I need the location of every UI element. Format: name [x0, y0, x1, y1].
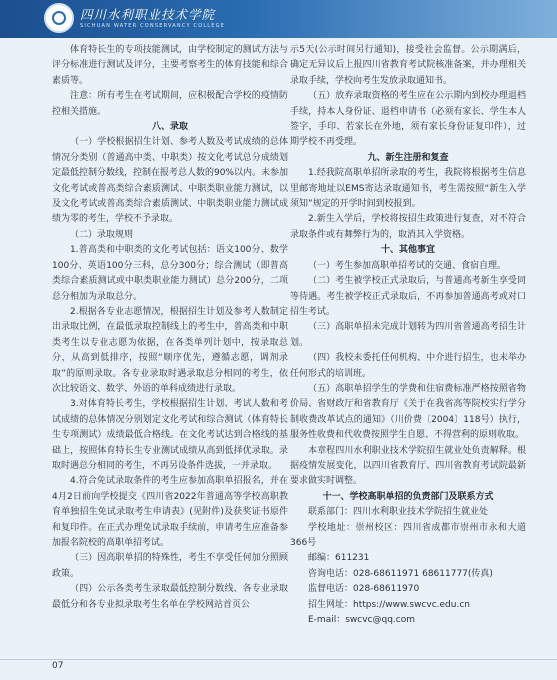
paragraph: 3.对体育特长考生，学校根据招生计划、考试人数和考试成绩的总体情况分别划定文化考试和综合测试（体育特长生专项测试）成绩最低合格线。在文化考试达到合格线的基础上，按照体育特长生专业测试成绩从高到低择优录取。录取时遇总分相同的考生，不再另设条件选拔，一并录取。	[52, 399, 288, 471]
contact-website-link[interactable]: 招生网址：https://www.swcvc.edu.cn	[308, 599, 470, 610]
contact-address: 学校地址：崇州校区：四川省成都市崇州市永和大道366号	[290, 522, 526, 548]
paragraph: 注意：所有考生在考试期间，应积极配合学校的疫情防控相关措施。	[52, 91, 288, 117]
section-heading-registration: 九、新生注册和复查	[367, 152, 449, 163]
paragraph: （五）高职单招学生的学费和住宿费标准严格按照省物价局、省财政厅和省教育厅《关于在我省高等院校实行学分制收费改革试点的通知》（川价费〔2004〕118号）执行，服务性收费和代收费按照学生自愿、不得营利的原则收取。	[290, 383, 526, 441]
right-column	[290, 43, 526, 628]
paragraph: （一）学校根据招生计划、参考人数及考试成绩的总体情况分类别（普通高中类、中职类）按文化考试总分成绩划定最低控制分数线，控制在报考总人数的90%以内。未参加文化考试或普高类综合素质测试、中职类职业能力测试，以及文化考试或普高类综合素质测试、中职类职业能力测试成绩为零的考生，学校不予录取。	[52, 137, 289, 225]
contact-email-link[interactable]: E-mail：swcvc@qq.com	[308, 615, 415, 626]
section-heading-admission: 八、录取	[151, 122, 188, 133]
page-header	[0, 0, 557, 38]
paragraph: （一）考生参加高职单招考试的交通、食宿自理。	[308, 260, 507, 271]
contact-postcode: 邮编：611231	[308, 553, 370, 564]
logo-ring	[52, 11, 66, 25]
left-column	[52, 43, 288, 613]
contact-department: 联系部门：四川水利职业技术学院招生就业处	[308, 507, 489, 518]
subheading-admission-rules: （二）录取规则	[70, 229, 134, 240]
paragraph: 2.根据各专业志愿情况，根据招生计划及参考人数制定出录取比例，在最低录取控制线上的考生中，普高类和中职类考生以专业志愿为依据，在各类单列计划中，按录取总分，从高到低排序，按照“顺序优先，遵循志愿，调剂录取”的原则录取。各专业录取时遇录取总分相同的考生，依次比较语文、数学、外语的单科成绩进行录取。	[52, 306, 288, 394]
contact-phone: 咨询电话：028-68611971 68611777(传真)	[308, 568, 493, 579]
contact-supervision-phone: 监督电话：028-68611970	[308, 584, 420, 595]
paragraph: 本章程四川水利职业技术学院招生就业处负责解释。根据疫情发展变化，以四川省教育厅、四川省教育考试院最新要求做实时调整。	[290, 445, 526, 487]
paragraph: 4.符合免试录取条件的考生应参加高职单招报名，并在4月2日前向学校提交《四川省2022年普通高等学校高职教育单独招生免试录取考生申请表》(见附件)及获奖证书原件和复印件。在正式办理免试录取手续前，申请考生应准备参加报名院校的高职单招考试。	[52, 476, 288, 548]
paragraph: 体育特长生的专项技能测试，由学校制定的测试方法与评分标准进行测试及评分，主要考察考生的体育技能和综合素质等。	[52, 45, 288, 86]
paragraph: 示5天(公示时间另行通知)，接受社会监督。公示期满后，确定无异议后上报四川省教育考试院核准备案，并办理相关录取手续，学校向考生发放录取通知书。	[290, 45, 526, 86]
footer-divider	[0, 659, 557, 660]
school-english-name: SICHUAN WATER CONSERVANCY COLLEGE	[80, 23, 226, 29]
school-name: 四川水利职业技术学院	[80, 7, 216, 22]
paragraph: （二）考生被学校正式录取后，与普通高考新生享受同等待遇。考生被学校正式录取后，不再参加普通高考或对口招生考试。	[290, 276, 526, 317]
school-logo-icon	[44, 3, 74, 33]
page-number: 07	[52, 661, 64, 671]
section-heading-other: 十、其他事宜	[380, 245, 435, 256]
paragraph: （四）我校未委托任何机构、中介进行招生，也未举办任何形式的培训班。	[290, 353, 526, 379]
paragraph: （四）公示各类考生录取最低控制分数线、各专业录取最低分和各专业拟录取考生名单在学校网站首页公	[52, 584, 288, 610]
paragraph: （五）放弃录取资格的考生应在公示期内到校办理退档手续，持本人身份证、退档申请书（必须有家长、学生本人签字，手印、若家长在外地，须有家长身份证复印件），过期学校不再受理。	[290, 91, 526, 148]
paragraph: 1.普高类和中职类的文化考试包括：语文100分、数学100分、英语100分三科，总分300分；综合测试（即普高类综合素质测试或中职类职业能力测试）总分200分，二项总分相加为录取总分。	[52, 245, 288, 302]
section-heading-contact: 十一、学校高职单招的负责部门及联系方式	[322, 491, 494, 502]
paragraph: （三）因高职单招的特殊性，考生不享受任何加分照顾政策。	[52, 553, 288, 579]
paragraph: （三）高职单招未完成计划转为四川省普通高考招生计划。	[290, 322, 526, 348]
paragraph: 2.新生入学后，学校将按招生政策进行复查，对不符合录取条件或有舞弊行为的，取消其入学资格。	[290, 214, 526, 240]
paragraph: 1.经我院高职单招所录取的考生，我院将根据考生信息里邮寄地址以EMS寄达录取通知书，考生需按照“新生入学须知”规定的开学时间到校报到。	[290, 168, 526, 210]
